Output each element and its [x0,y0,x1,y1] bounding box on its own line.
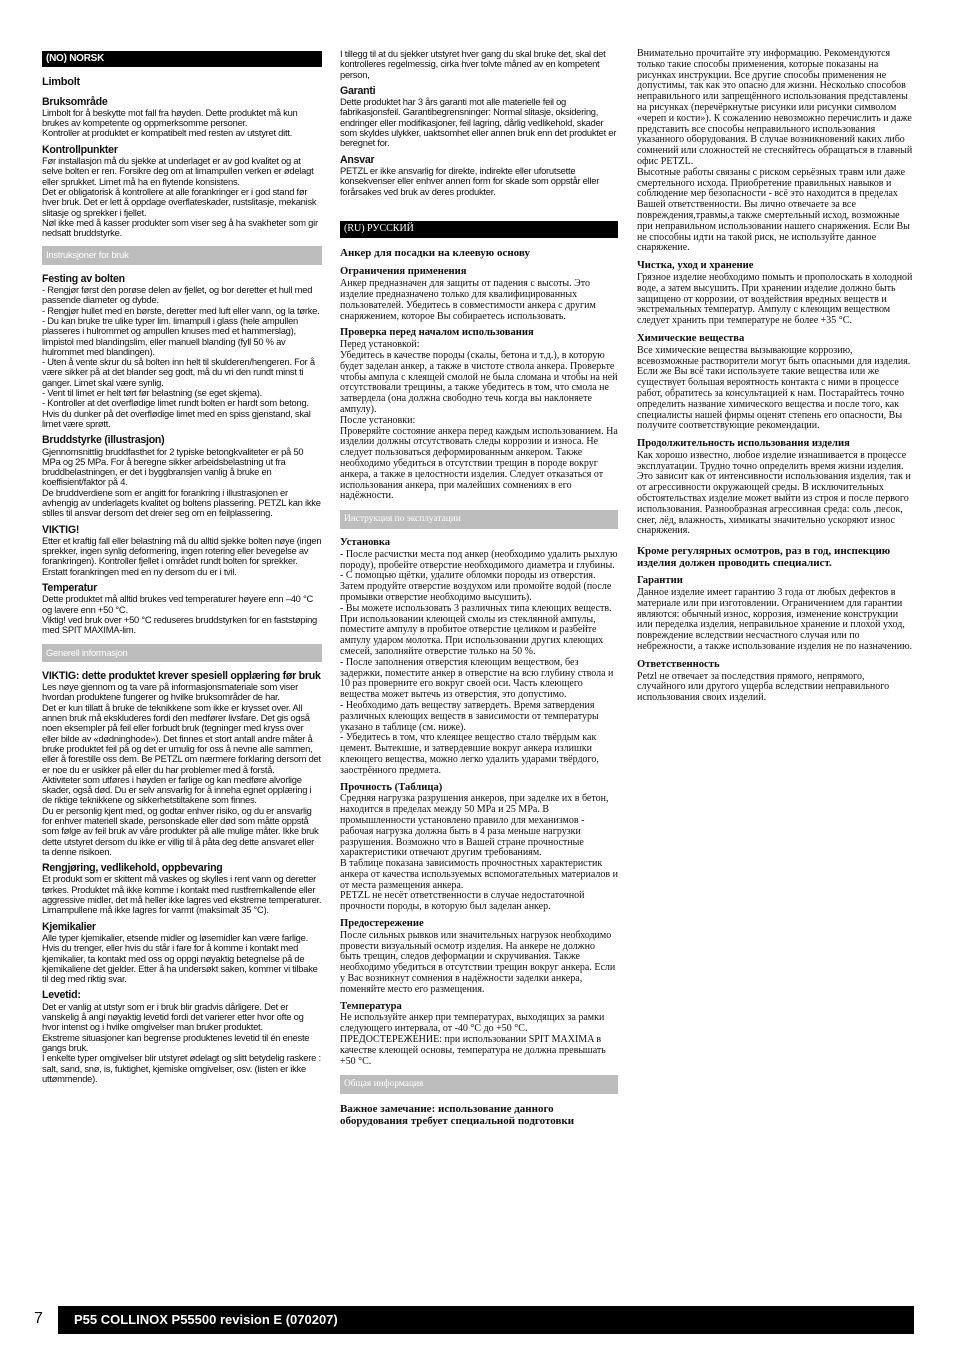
heading-predosterezhenie: Предостережение [340,918,424,930]
column-russian-cont [637,49,914,704]
heading-temperatur: Temperatur [42,582,97,595]
lang-header-russian: (RU) РУССКИЙ [340,221,618,238]
heading-otvetstvennost: Ответственность [637,658,720,670]
heading-vazhnoe: Важное замечание: использование данного оборудования требует специальной подготовки [340,1103,575,1128]
text-chistka: Грязное изделие необходимо помыть и прополоскать в холодной воде, а затем высушить. При хранении изделие должно быть защищено от коррозии, от воздействия вредных веществ и экстремальных температур. Ампулу с клеющим веществом следует хранить при температуре не более +35 °C. [637,271,913,327]
text-prodolzhitelnost: Как хорошо известно, любое изделие изнашивается в процессе эксплуатации. Трудно точно определить время жизни изделия. Это зависит как от интенсивности использования изделия, так и от агрессивности окружающей среды. В исключительных обстоятельствах изделие может выйти из строя и после первого использования. Разнообразная агрессивная среда: соль ,песок, снег, лёд, влажность, химикаты значительно ускоряют износ снаряжения. [637,449,911,537]
text-predosterezhenie: После сильных рывков или значительных нагрузок необходимо провести визуальный осмотр изделия. На анкере не должно быть трещин, следов деформации и скручивания. Также необходимо убедиться в отсутствии трещин вокруг анкера. Если у Вас возникнут сомнения в надёжности заделки анкера, поменяйте место его размещения. [340,929,616,995]
text-viktig: Etter et kraftig fall eller belastning må du alltid sjekke bolten nøye (ingen sprekker, ingen synlig deformering, ingen rotering eller bevegelse av forankringen). Kontroller fjellet i området rundt bolten for sprekker. Erstatt forankringen med en ny dersom du er i tvil. [42,534,322,577]
text-otvetstvennost: Petzl не отвечает за последствия прямого, непрямого, случайного или другого ущерба вследствии неправильного использования своих изделий. [637,670,890,704]
heading-ansvar: Ansvar [340,153,375,166]
heading-chistka: Чистка, уход и хранение [637,260,754,272]
heading-ustanovka: Установка [340,536,391,548]
heading-garantii: Гарантии [637,575,683,587]
heading-proverka: Проверка перед началом использования [340,327,534,339]
text-kontrollpunkter: Før installasjon må du sjekke at underlaget er av god kvalitet og at selve bolten er ren. Forsikre deg om at limampullen verken er ødelagt eller sprukket. Limet må ha en flytende konsistens. Det er obligatorisk å kontrollere at alle forankringer er i god stand før hver bruk. Det er lett å oppdage overflateskader, rustslitasje, mekanisk slitasje og sprekker i fjellet. Nøl ikke med å kasser produkter som viser seg å ha svakheter som gir nedsatt bruddstyrke. [42,155,318,239]
text-rengjoring: Et produkt som er skittent må vaskes og skylles i rent vann og deretter tørkes. Produktet må ikke komme i kontakt med rustfremkallende eller aggressive midler, det må heller ikke lagres ved ekstreme temperaturer. Limampullene må ikke lagres for varmt (maksimalt 35 °C). [42,873,322,916]
heading-rengjoring: Rengjøring, vedlikehold, oppbevaring [42,862,223,875]
heading-temperatura: Температура [340,1000,402,1012]
text-garantii: Данное изделие имеет гарантию 3 года от любых дефектов в материале или при изготовлении. Ограничением для гарантии являются: обычный износ, коррозия, изменение конструкции или переделка изделия, неправильное хранение и плохой уход, повреждение вследствии несчастного случая или по небрежности, а также использование изделия не по назначению. [637,587,913,653]
text-vazhnoe: Внимательно прочитайте эту информацию. Рекомендуются только такие способы применения, которые показаны на рисунках инструкции. Все другие способы применения не допустимы, так как это опасно для жизни. Несколько способов неправильного или запрещённого использования представлены на рисунках (перечёркнутые рисунки или рисунки символом «череп и кости»). К сожалению невозможно перечислить и даже представить все способы неправильного использования указанного оборудования. В случае возникновений каких либо сомнений или сложностей не стесняйтесь обращаться в главный офис PETZL. Высотные работы связаны с риском серьёзных травм или даже смертельного исхода. Приобретение правильных навыков и соблюдение мер безопасности - всё это находится в пределах Вашей ответственности. Вы лично отвечаете за все повреждения,травмы,а также смертельный исход, возможные при неправильном использовании нашего снаряжения. Если Вы не способны идти на такой риск, не используйте данное снаряжение. [637,48,913,254]
text-levetid-cont: I tillegg til at du sjekker utstyret hver gang du skal bruke det, skal det kontrolleres regelmessig, cirka hver tolvte måned av en kompetent person, [340,48,606,80]
section-bar-instruksjoner: Instruksjoner for bruk [42,246,322,264]
heading-bruksomrade: Bruksområde [42,95,108,108]
title-russian: Анкер для посадки на клеевую основу [340,246,530,259]
text-temperatur: Dette produktet må alltid brukes ved temperaturer høyere enn –40 °C og lavere enn +50 °C. Viktig! ved bruk over +50 °C reduseres bruddstyrken for en faststøping med SPIT MAXIMA-lim. [42,593,318,636]
column-middle [340,49,618,1132]
column-norsk [42,49,322,1084]
text-levetid: Det er vanlig at utstyr som er i bruk blir gradvis dårligere. Det er vanskelig å angi nøyaktig levetid fordi det varierer etter hvor ofte og hvor intenst og i hvilke omgivelser man bruker produktet. Ekstreme situasjoner kan begrense produktenes levetid til én eneste gangs bruk. I enkelte typer omgivelser blir utstyret ødelagt og slitt betydelig raskere : salt, sand, snø, is, fuktighet, kjemiske omgivelser, osv. (listen er ikke uttømmende). [42,1000,321,1084]
title-norsk: Limbolt [42,76,80,89]
heading-himicheskie: Химические вещества [637,332,745,344]
text-ogranicheniya: Анкер предназначен для защиты от падения с высоты. Это изделие предназначено только для квалифицированных пользователей. Убедитесь в совместимости анкера с другим снаряжением, которое Вы собираетесь использовать. [340,278,596,322]
text-ustanovka: - После расчистки места под анкер (необходимо удалить рыхлую породу), пробейте отверстие необходимого диаметра и глубины. - С помощью щётки, удалите обломки породы из отверстия. Затем продуйте отверстие воздухом или промойте водой (после промывки отверстие необходимо высушить). - Вы можете использовать 3 различных типа клеющих веществ. При использовании клеющей смолы из стеклянной ампулы, поместите ампулу в пробитое отверстие целиком и разбейте ампулу ударом молотка. При использовании других клеющих смесей, заполняйте отверстие только на 50 %. - После заполнения отверстия клеющим веществом, без задержки, поместите анкер в отверстие на всю глубину ствола и 10 раз проверните его вокруг своей оси. Часть клеющего вещества может вытечь из отверстия, это допустимо. - Необходимо дать веществу затвердеть. Время затвердения различных клеющих веществ в зависимости от температуры указано в таблице (см. ниже). - Убедитесь в том, что клеящее вещество стало твёрдым как цемент. Вытекшие, и затвердевшие вокруг анкера излишки клеющего вещества, можно легко удалить ударами твёрдого, заострённого предмета. [340,548,618,776]
section-bar-obshaya: Общая информация [340,1075,618,1094]
text-kjemikalier: Alle typer kjemikalier, etsende midler og løsemidler kan være farlige. Hvis du trenger, eller hvis du står i fare for å komme i kontakt med kjemikalier, ta kontakt med oss og oppgi nøyaktig betegnelse på de kjemikaliene det gjelder. Etter å ha undersøkt saken, kommer vi tilbake til deg med riktig svar. [42,931,318,985]
text-inspekciya: Кроме регулярных осмотров, раз в год, инспекцию изделия должен проводить специалист. [637,545,891,570]
section-bar-generell: Generell informasjon [42,644,322,662]
heading-prodolzhitelnost: Продолжительность использования изделия [637,438,850,450]
text-proverka: Перед установкой: Убедитесь в качестве породы (скалы, бетона и т.д.), в которую будет заделан анкер, а также в чистоте ствола анкера. Проверьте чтобы ампула с клеящей смолой не была сломана и чтобы на ней отсутствовали трещины, а также убедитесь в том, что смола не затвердела (она должна свободно течь когда вы наклоняете ампулу). После установки: Проверяйте состояние анкера перед каждым использованием. На изделии должны отсутствовать следы коррозии и износа. Не следует пользоваться деформированным анкером. Также необходимо убедиться в отсутствии трещин в породе вокруг анкера, а также в целостности изделия. Следует отказаться от использования анкера, при малейших сомнениях в его надёжности. [340,339,618,502]
heading-kontrollpunkter: Kontrollpunkter [42,143,118,156]
text-ansvar: PETZL er ikke ansvarlig for direkte, indirekte eller uforutsette konsekvenser eller enhver annen form for skade som oppstår eller forårsakes ved bruk av deres produkter. [340,164,600,197]
page-number: 7 [34,1310,43,1327]
heading-viktig: VIKTIG! [42,523,80,536]
text-prochnost: Средняя нагрузка разрушения анкеров, при заделке их в бетон, находится в пределах между 50 MPa и 25 MPa. В промышленности установлено правило для механизмов - рабочая нагрузка должна быть в 4 раза меньше нагрузки разрушения. Возможно что в Вашей стране прочностные характеристики отвечают другим требованиям. В таблице показана зависимость прочностных характеристик анкера от качества используемых вспомогательных материалов и от места размещения анкера. PETZL не несёт ответственности в случае недостаточной прочности породы, в которую был заделан анкер. [340,793,618,913]
section-bar-instrukciya: Инструкция по эксплуатации [340,510,618,529]
heading-festing: Festing av bolten [42,272,125,285]
text-viktig-opplaering: Les nøye gjennom og ta vare på informasjonsmateriale som viser hvordan produktene fungerer og hvilke bruksområder de har. Det er kun tillatt å bruke de teknikkene som ikke er krysset over. All annen bruk må ekskluderes fordi den medfører livsfare. Det gis også noen eksempler på feil eller forbudt bruk (tegninger med kryss over eller bilde av «dødninghode»). Det finnes et stort antall andre måter å bruke produktet feil på og det er umulig for oss å nevne alle sammen, eller å forestille oss dem. Be PETZL om nærmere forklaring dersom det er noe du er usikker på eller du har problemer med å forstå. Aktiviteter som utføres i høyden er farlige og kan medføre alvorlige skader, også død. Du er selv ansvarlig for å inneha egnet opplæring i de riktige teknikkene og sikkerhetstiltakene som finnes. Du er personlig kjent med, og godtar enhver risiko, og du er ansvarlig for enhver materiell skade, personskade eller død som måtte oppstå som følge av feil bruk av våre produkter på alle mulige måter. Ikke bruk dette utstyret dersom du ikke er villig til å påta deg dette ansvaret eller ta denne risikoen. [42,681,321,857]
heading-garanti: Garanti [340,84,376,97]
lang-header-norsk: (NO) NORSK [42,51,322,67]
heading-kjemikalier: Kjemikalier [42,920,96,933]
text-garanti: Dette produktet har 3 års garanti mot alle materielle feil og fabrikasjonsfeil. Garantibegrensninger: Normal slitasje, oksidering, endringer eller modifikasjoner, feil lagring, dårlig vedlikehold, skader som skyldes ulykker, uaktsomhet eller annen bruk enn det produktet er beregnet for. [340,96,617,149]
text-himicheskie: Все химические вещества вызывающие коррозию, всевозможные растворители могут быть опасными для изделия. Если же Вы всё таки используете такие вещества или же существует большая вероятность контакта с ними в процессе работ, обратитесь за консультацией к нам. Постарайтесь точно определить название химического вещества и после того, как специалисты нашей фирмы оценят степень его опасности, Вы получите соответствующие рекомендации. [637,344,911,432]
footer-bar: P55 COLLINOX P55500 revision E (070207) [58,1306,914,1334]
text-festing: - Rengjør først den porøse delen av fjellet, og bor deretter et hull med passende diameter og dybde. - Rengjør hullet med en børste, deretter med luft eller vann, og la tørke. - Du kan bruke tre ulike typer lim. limampull i glass (hele ampullen plasseres i hulrommet og ampullen knuses med et hammerslag), limpistol med blandingslim, eller manuell blanding (fyll 50 % av hulrommet med blandingen). - Uten å vente skrur du så bolten inn helt til skulderen/hengeren. For å være sikker på at det blander seg godt, må du vri den rundt minst ti ganger. Limet skal være synlig. - Vent til limet er helt tørt før belastning (se eget skjema). - Kontroller at det overflødige limet rundt bolten er hardt som betong. Hvis du dunker på det overflødige limet med en spiss gjenstand, skal limet være sprøtt. [42,284,320,429]
heading-prochnost: Прочность (Таблица) [340,781,443,793]
text-bruksomrade: Limbolt for å beskytte mot fall fra høyden. Dette produktet må kun brukes av kompetente og oppmerksomme personer. Kontroller at produktet er kompatibelt med resten av utstyret ditt. [42,106,298,139]
text-bruddstyrke: Gjennomsnittlig bruddfasthet for 2 typiske betongkvaliteter er på 50 MPa og 25 MPa. For å beregne sikker arbeidsbelastning ut fra bruddbelastningen, er det i byggbransjen vanlig å bruke en koeffisient/faktor på 4. De bruddverdiene som er angitt for forankring i illustrasjonen er avhengig av underlagets kvalitet og boltens plassering. PETZL kan ikke stilles til ansvar dersom det dreier seg om en feilplassering. [42,445,321,519]
heading-levetid: Levetid: [42,989,81,1002]
heading-ogranicheniya: Ограничения применения [340,266,467,278]
heading-viktig-opplaering: VIKTIG: dette produktet krever spesiell opplæring før bruk [42,669,321,682]
heading-bruddstyrke: Bruddstyrke (illustrasjon) [42,434,165,447]
text-temperatura: Не используйте анкер при температурах, выходящих за рамки следующего интервала, от -40 °C до +50 °C. ПРЕДОСТЕРЕЖЕНИЕ: при использовании SPIT MAXIMA в качестве клеющей основы, температура не должна превышать +50 °C. [340,1012,606,1067]
